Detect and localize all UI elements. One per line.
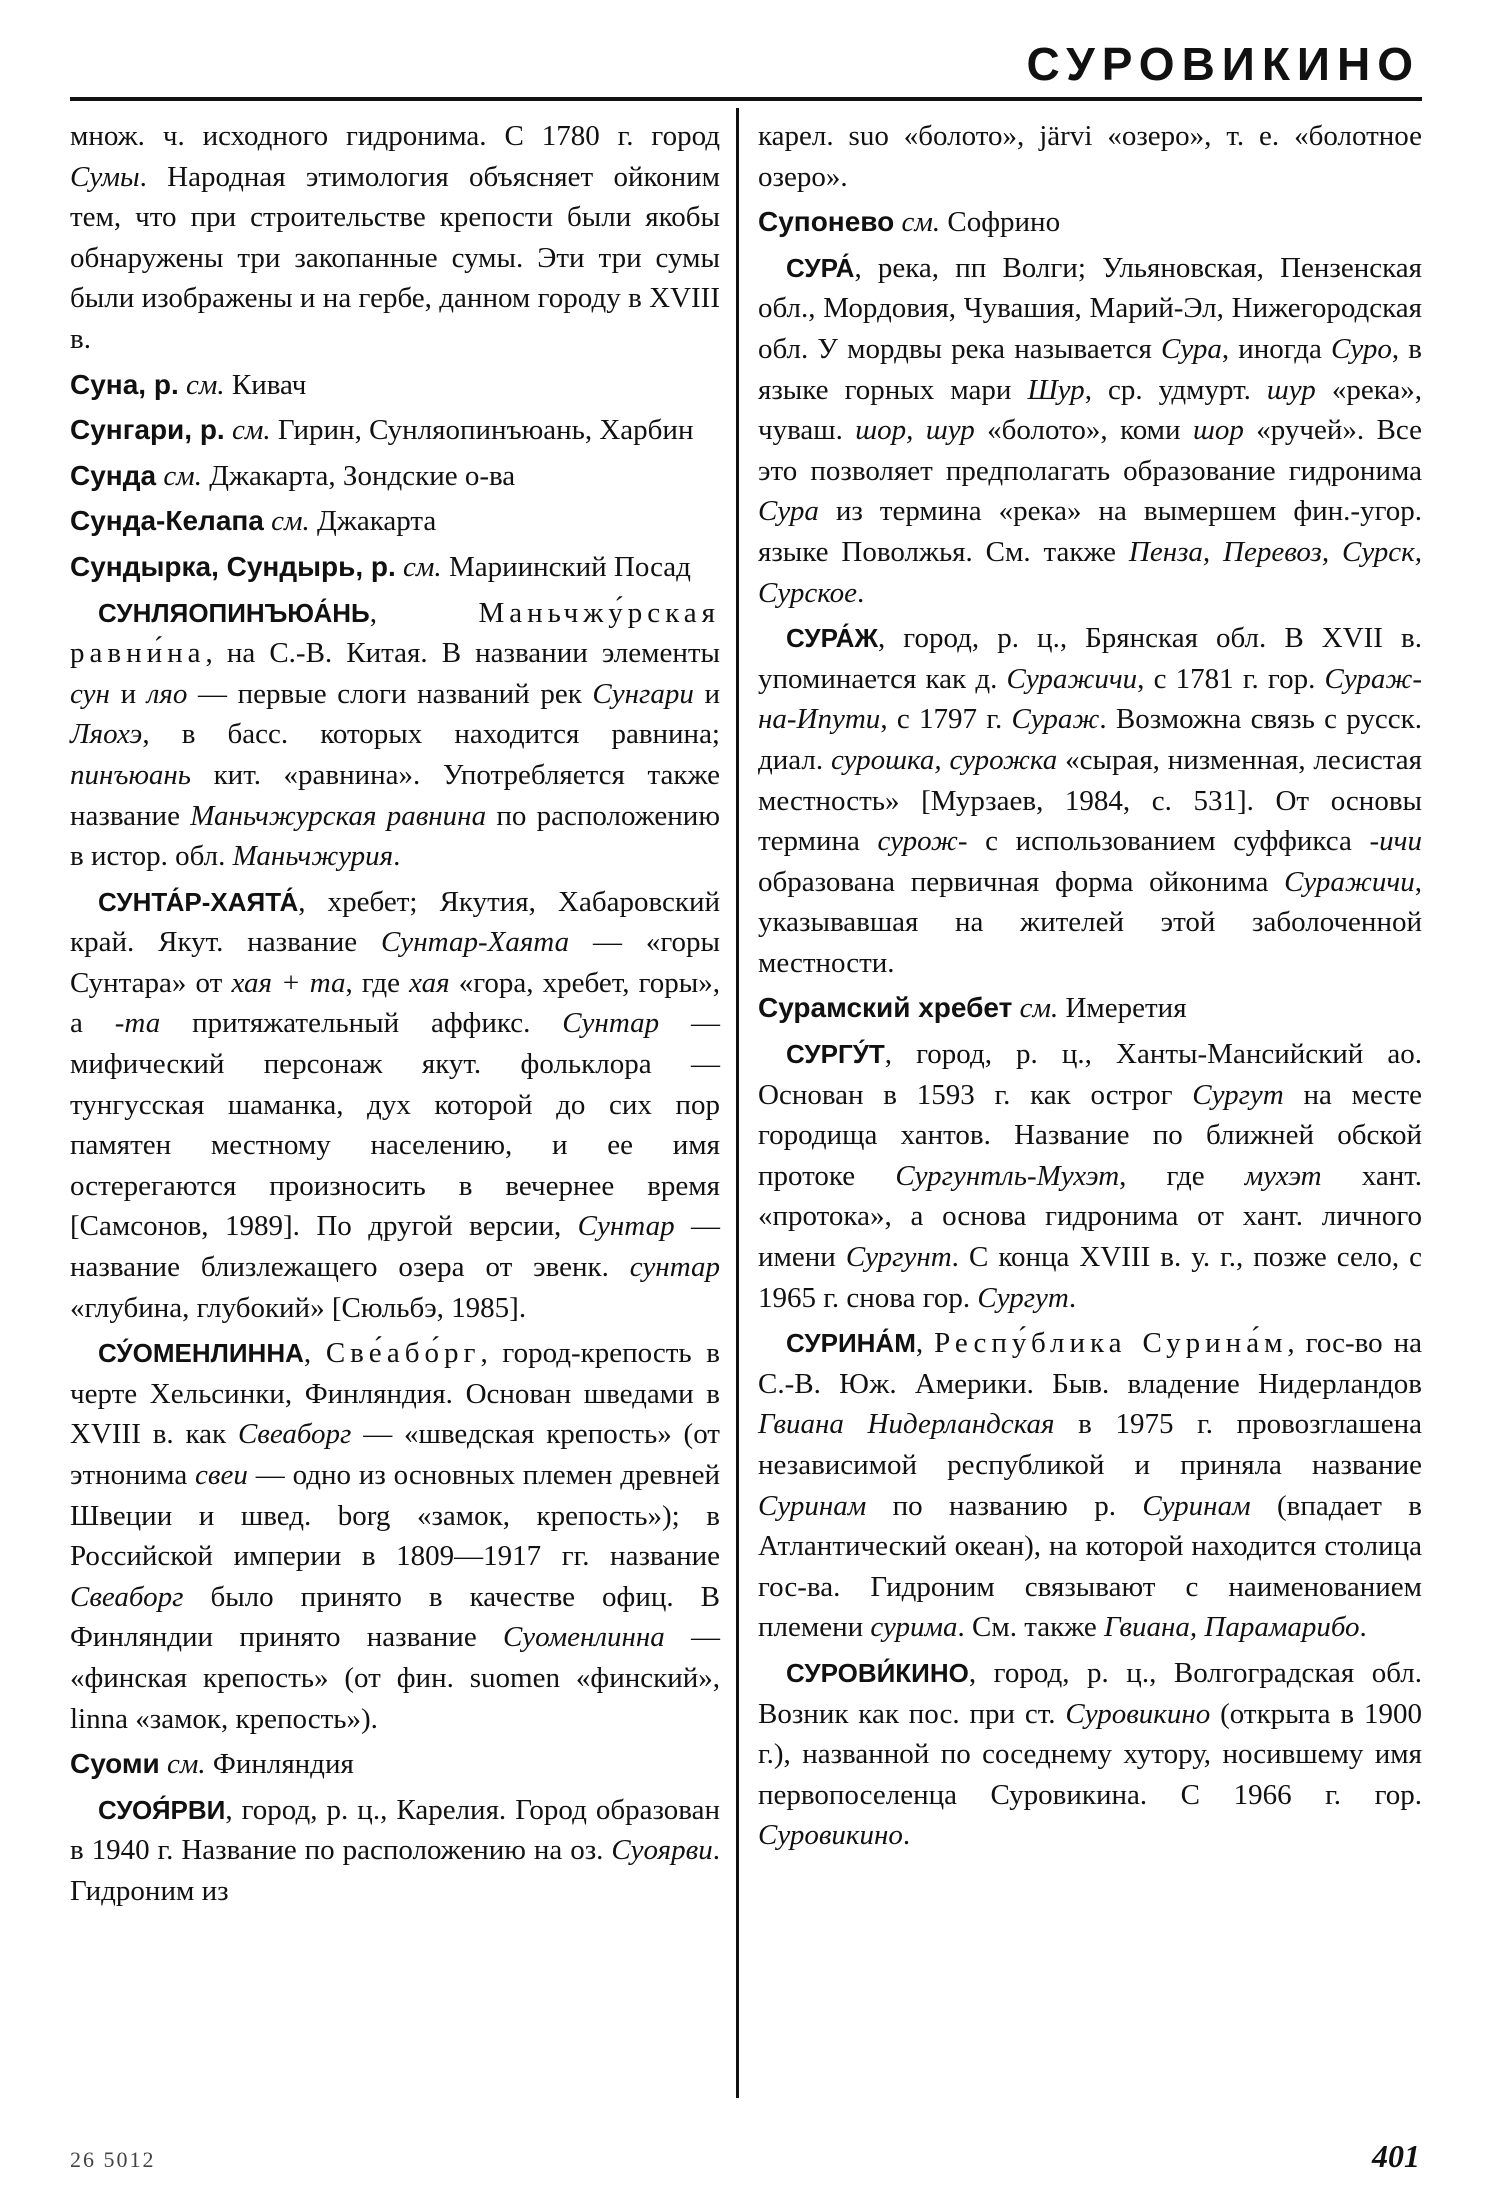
printer-signature: 26 5012	[70, 2147, 156, 2172]
entry-surovikino: СУРОВИ́КИНО, город, р. ц., Волгоградская обл. Возник как пос. при ст. Суровикино (открыта в 1900 г.), названной по соседнему хутору, носившему имя первопоселенца Суровикина. С 1966 г. гор. Суровикино.	[758, 1656, 1422, 1852]
column-divider	[736, 108, 739, 2098]
entry-suoyarvi: СУОЯ́РВИ, город, р. ц., Карелия. Город образован в 1940 г. Название по расположению на оз. Суоярви. Гидроним из	[70, 1793, 720, 1907]
page-number: 401	[1372, 2138, 1420, 2174]
running-title: СУРОВИКИНО	[1026, 38, 1420, 90]
left-column	[70, 116, 720, 1917]
cross-ref-sunda: Сунда см. Джакарта, Зондские о-ва	[70, 459, 516, 492]
cross-ref-suponevo: Супонево см. Софрино	[758, 206, 1061, 239]
cross-ref-suramsky: Сурамский хребет см. Имеретия	[758, 992, 1187, 1025]
continued-paragraph-right: карел. suo «болото», järvi «озеро», т. е. «болотное озеро».	[758, 120, 1422, 193]
cross-ref-sundyrka: Сундырка, Сундырь, р. см. Мариинский Посад	[70, 550, 691, 583]
entry-surinam: СУРИНА́М, Респу́блика Сурина́м, гос-во на С.-В. Юж. Америки. Быв. владение Нидерландов Гвиана Нидерландская в 1975 г. провозглашена независимой республикой и приняла название Суринам по названию р. Суринам (впадает в Атлантический океан), на которой находится столица гос-ва. Гидроним связывают с наименованием племени сурима. См. также Гвиана, Парамарибо.	[758, 1327, 1423, 1644]
entry-suomenlinna: СУ́ОМЕНЛИННА, Све́або́рг, город-крепость в черте Хельсинки, Финляндия. Основан шведами в XVIII в. как Свеаборг — «шведская крепость» (от этнонима свеи — одно из основных племен древней Швеции и швед. borg «замок, крепость»); в Российской империи в 1809—1917 гг. название Свеаборг было принято в качестве офиц. В Финляндии принято название Суоменлинна — «финская крепость» (от фин. suomen «финский», linna «замок, крепость»).	[70, 1337, 721, 1735]
entry-surazh: СУРА́Ж, город, р. ц., Брянская обл. В XVII в. упоминается как д. Суражичи, с 1781 г. гор. Сураж-на-Ипути, с 1797 г. Сураж. Возможна связь с русск. диал. сурошка, сурожка «сырая, низменная, лесистая местность» [Мурзаев, 1984, с. 531]. От основы термина сурож- с использованием суффикса -ичи образована первичная форма ойконима Суражичи, указывавшая на жителей этой заболоченной местности.	[758, 622, 1422, 979]
entry-sura: СУРА́, река, пп Волги; Ульяновская, Пензенская обл., Мордовия, Чувашия, Марий-Эл, Нижегородская обл. У мордвы река называется Сура, иногда Суро, в языке горных мари Шур, ср. удмурт. шур «река», чуваш. шор, шур «болото», коми шор «ручей». Все это позволяет предполагать образование гидронима Сура из термина «река» на вымершем фин.-угор. языке Поволжья. См. также Пенза, Перевоз, Сурск, Сурское.	[758, 251, 1422, 609]
entry-sunlyaopinyuan: СУНЛЯОПИНЪЮА́НЬ, Маньчжу́рская равни́на, на С.-В. Китая. В названии элементы сун и ляо — первые слоги названий рек Сунгари и Ляохэ, в басс. которых находится равнина; пинъюань кит. «равнина». Употребляется также название Маньчжурская равнина по расположению в истор. обл. Маньчжурия.	[70, 596, 720, 873]
header-rule	[70, 97, 1422, 101]
right-column	[758, 116, 1422, 1861]
cross-ref-sunda-kelapa: Сунда-Келапа см. Джакарта	[70, 505, 437, 538]
entry-suntar-khayata: СУНТА́Р-ХАЯТА́, хребет; Якутия, Хабаровский край. Якут. название Сунтар-Хаята — «горы Сунтара» от хая + та, где хая «гора, хребет, горы», а -та притяжательный аффикс. Сунтар — мифический персонаж якут. фольклора — тунгусская шаманка, дух которой до сих пор памятен местному населению, и ее имя остерегаются произносить в вечернее время [Самсонов, 1989]. По другой версии, Сунтар — название близлежащего озера от эвенк. сунтар «глубина, глубокий» [Сюльбэ, 1985].	[70, 885, 721, 1324]
cross-ref-sungari: Сунгари, р. см. Гирин, Сунляопинъюань, Харбин	[70, 414, 694, 447]
cross-ref-suna: Суна, р. см. Кивач	[70, 368, 307, 401]
continued-paragraph: множ. ч. исходного гидронима. С 1780 г. город Сумы. Народная этимология объясняет ойконим тем, что при строительстве крепости были якобы обнаружены три закопанные сумы. Эти три сумы были изображены и на гербе, данном городу в XVIII в.	[70, 120, 720, 355]
cross-ref-suomi: Суоми см. Финляндия	[70, 1748, 354, 1781]
entry-surgut: СУРГУ́Т, город, р. ц., Ханты-Мансийский ао. Основан в 1593 г. как острог Сургут на месте городища хантов. Название по ближней обской протоке Сургунтль-Мухэт, где мухэт хант. «протока», а основа гидронима от хант. личного имени Сургунт. С конца XVIII в. у. г., позже село, с 1965 г. снова гор. Сургут.	[758, 1038, 1422, 1314]
